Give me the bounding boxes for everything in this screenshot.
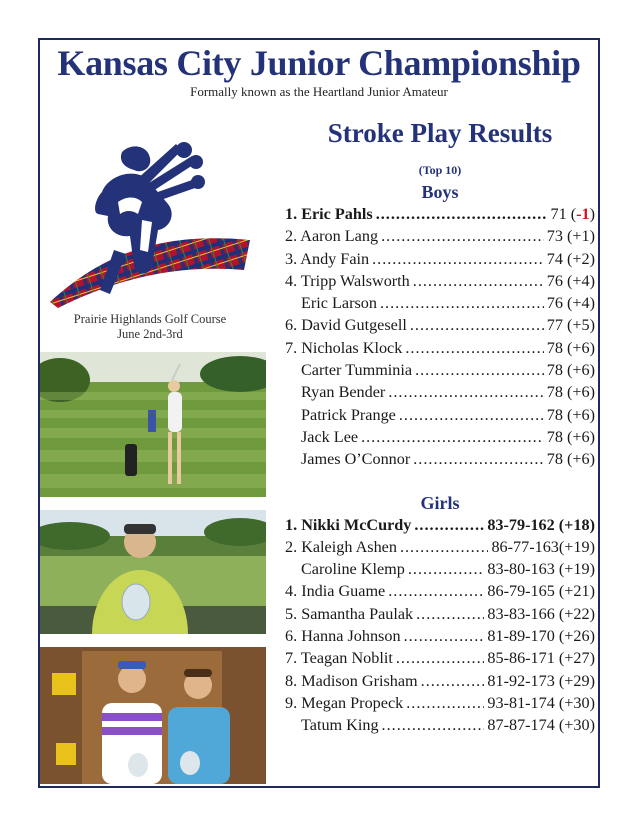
- list-item: 8. Madison Grisham ..... 81-92-173 (+29): [285, 670, 595, 692]
- list-item: 6. David Gutgesell ..... 77 (+5): [285, 314, 595, 336]
- list-item: 4. India Guame ..... 86-79-165 (+21): [285, 580, 595, 602]
- boys-list: [285, 203, 595, 471]
- list-item: 1. Eric Pahls ..... 71 (-1): [285, 203, 595, 225]
- list-item: 7. Teagan Noblit ..... 85-86-171 (+27): [285, 647, 595, 669]
- list-item: 5. Samantha Paulak ..... 83-83-166 (+22): [285, 603, 595, 625]
- list-item: Tatum King ..... 87-87-174 (+30): [285, 714, 595, 736]
- list-item: Caroline Klemp ..... 83-80-163 (+19): [285, 558, 595, 580]
- photo-golfer-swing: [40, 352, 266, 497]
- list-item: 9. Megan Propeck ..... 93-81-174 (+30): [285, 692, 595, 714]
- boys-heading: Boys: [421, 182, 459, 202]
- list-item: 2. Aaron Lang ..... 73 (+1): [285, 225, 595, 247]
- results-note: (Top 10): [418, 163, 462, 177]
- list-item: Eric Larson ..... 76 (+4): [285, 292, 595, 314]
- photo-girls-winner: [40, 510, 266, 634]
- photo-boys-winners: [40, 647, 266, 784]
- venue-dates: June 2nd-3rd: [117, 327, 183, 341]
- list-item: 4. Tripp Walsworth ..... 76 (+4): [285, 270, 595, 292]
- venue-name: Prairie Highlands Golf Course: [73, 312, 227, 326]
- list-item: 3. Andy Fain ..... 74 (+2): [285, 248, 595, 270]
- list-item: Jack Lee ..... 78 (+6): [285, 426, 595, 448]
- list-item: 6. Hanna Johnson ..... 81-89-170 (+26): [285, 625, 595, 647]
- results-title: Stroke Play Results: [327, 118, 553, 148]
- list-item: 1. Nikki McCurdy ..... 83-79-162 (+18): [285, 514, 595, 536]
- venue-info: [50, 312, 250, 342]
- list-item: 7. Nicholas Klock ..... 78 (+6): [285, 337, 595, 359]
- list-item: James O’Connor ..... 78 (+6): [285, 448, 595, 470]
- tournament-logo: [44, 132, 252, 310]
- list-item: 2. Kaleigh Ashen ..... 86-77-163(+19): [285, 536, 595, 558]
- list-item: Carter Tumminia ..... 78 (+6): [285, 359, 595, 381]
- page-title: Kansas City Junior Championship: [57, 43, 581, 83]
- results-panel: [285, 118, 595, 737]
- girls-heading: Girls: [420, 492, 460, 513]
- girls-list: [285, 514, 595, 737]
- list-item: Ryan Bender ..... 78 (+6): [285, 381, 595, 403]
- page-subtitle: Formally known as the Heartland Junior Amateur: [190, 84, 448, 99]
- list-item: Patrick Prange ..... 78 (+6): [285, 404, 595, 426]
